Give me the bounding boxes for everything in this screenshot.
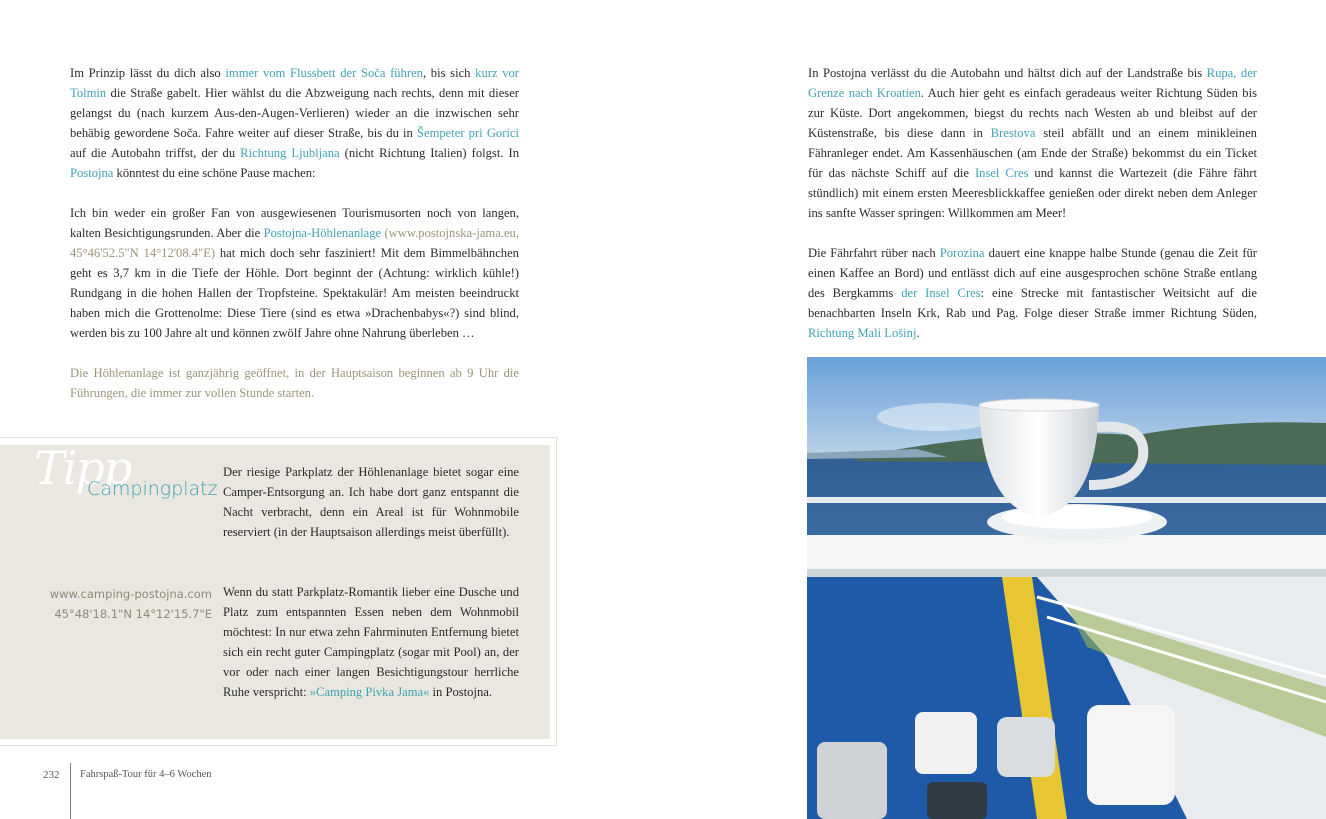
tip-title: Campingplatz	[87, 478, 218, 500]
text-run: steil abfällt und an einem minikleinen Fähranleger endet. Am Kassenhäuschen (am Ende der Straße) bekommst du ein Ticket für das nächste Schiff auf die	[808, 126, 1257, 180]
tip-text-campsite	[223, 582, 519, 702]
highlight-link: der Insel Cres	[901, 286, 981, 300]
highlight-link: Rupa, der Grenze nach Kroatien	[808, 66, 1257, 100]
highlight-link: Insel Cres	[974, 166, 1029, 180]
text-run: Die Fährfahrt rüber nach	[808, 246, 940, 260]
left-paragraph-cave	[70, 203, 519, 343]
ferry-coffee-illustration	[807, 357, 1326, 819]
text-run: könntest du eine schöne Pause machen:	[113, 166, 316, 180]
highlight-link: Porozina	[939, 246, 985, 260]
highlight-link: Richtung Ljubljana	[240, 146, 340, 160]
tip-coordinates: 45°48'18.1"N 14°12'15.7"E	[54, 607, 212, 621]
tip-url: www.camping-postojna.com	[49, 587, 212, 601]
tip-text-parking: Der riesige Parkplatz der Höhlenanlage bietet sogar eine Camper-Entsorgung an. Ich habe dort ganz entspannt die Nacht verbracht, denn ein Areal ist für Wohnmobile reserviert (in der Hauptsaison allerdings meist überfüllt).	[223, 465, 519, 539]
highlight-link: Šempeter pri Gorici	[416, 126, 519, 140]
footer-divider	[70, 763, 71, 819]
highlight-link: Brestova	[990, 126, 1036, 140]
text-run: , bis sich	[422, 66, 476, 80]
text-run: dauert eine knappe halbe Stunde (genau die Zeit für einen Kaffee an Bord) und entlässt dich auf eine ausgesprochen schöne Straße entlang des Bergkamms	[808, 246, 1258, 300]
highlight-link: Postojna	[70, 166, 114, 180]
right-paragraph-border	[808, 63, 1257, 223]
text-run: : eine Strecke mit fantastischer Weitsicht auf die benachbarten Inseln Krk, Rab und Pag. Folge dieser Straße immer Richtung Süden,	[808, 286, 1257, 320]
highlight-link: Postojna-Höhlenanlage	[263, 226, 382, 240]
left-paragraph-route	[70, 63, 519, 183]
ferry-coffee-photo	[807, 357, 1326, 819]
text-run: .	[916, 326, 920, 340]
text-run: In Postojna verlässt du die Autobahn und hältst dich auf der Landstraße bis	[808, 66, 1207, 80]
highlight-link: kurz vor Tolmin	[70, 66, 519, 100]
text-run: hat mich doch sehr fasziniert! Mit dem Bimmelbähnchen geht es 3,7 km in die Tiefe der Höhle. Dort beginnt der (Achtung: wirklich kühle!) Rundgang in die hohen Hallen der Tropfsteine. Spektakulär! Am meisten beeindruckt haben mich die Grottenolme: Diese Tiere (sind es etwa »Drachenbabys«?) sind blind, werden bis zu 100 Jahre alt und können zwölf Jahre ohne Nahrung überleben …	[70, 246, 519, 340]
highlight-link: »Camping Pivka Jama«	[309, 685, 430, 699]
right-paragraph-ferry	[808, 243, 1257, 343]
highlight-link: immer vom Flussbett der Soča führen	[225, 66, 423, 80]
text-run: auf die Autobahn triffst, der du	[70, 146, 241, 160]
text-run: (nicht Richtung Italien) folgst. In	[339, 146, 520, 160]
page-number: 232	[43, 769, 60, 781]
text-run: Ich bin weder ein großer Fan von ausgewiesenen Tourismusorten noch von langen, kalten Besichtigungsrunden. Aber die	[70, 206, 519, 240]
text-run: in Postojna.	[429, 685, 493, 699]
tip-contact	[12, 584, 212, 624]
running-head: Fahrspaß-Tour für 4–6 Wochen	[80, 769, 212, 780]
text-run: Im Prinzip lässt du dich also	[70, 66, 226, 80]
left-paragraph-opening-hours: Die Höhlenanlage ist ganzjährig geöffnet, in der Hauptsaison beginnen ab 9 Uhr die Führungen, die immer zur vollen Stunde starten.	[70, 366, 519, 400]
text-run: die Straße gabelt. Hier wählst du die Abzweigung nach rechts, denn mit dieser gelangst du (nach kurzem Aus-den-Augen-Verlieren) wieder an die inzwischen sehr behäbig gewordene Soča. Fahre weiter auf dieser Straße, bis du in	[70, 86, 519, 140]
highlight-link: Richtung Mali Lošinj	[808, 326, 917, 340]
text-run: und kannst die Wartezeit (die Fähre fährt stündlich) mit einem ersten Meeresblickkaffee genießen oder direkt neben dem Anleger ins sanfte Wasser springen: Willkommen am Meer!	[808, 166, 1257, 220]
text-run: Wenn du statt Parkplatz-Romantik lieber eine Dusche und Platz zum entspannten Essen neben dem Wohnmobil möchtest: In nur etwa zehn Fahrminuten Entfernung bietet sich ein recht guter Campingplatz (sogar mit Pool) an, der vor oder nach einer langen Besichtigungstour herrliche Ruhe verspricht:	[223, 585, 519, 699]
tip-script-heading: Tipp	[34, 441, 131, 495]
note-text: (www.postojnska-jama.eu, 45°46'52.5"N 14°12'08.4"E)	[70, 226, 519, 260]
text-run: . Auch hier geht es einfach geradeaus weiter Richtung Süden bis zur Küste. Dort angekommen, biegst du rechts nach Westen ab und bleibst auf der Küstenstraße, bis diese dann in	[808, 86, 1257, 140]
